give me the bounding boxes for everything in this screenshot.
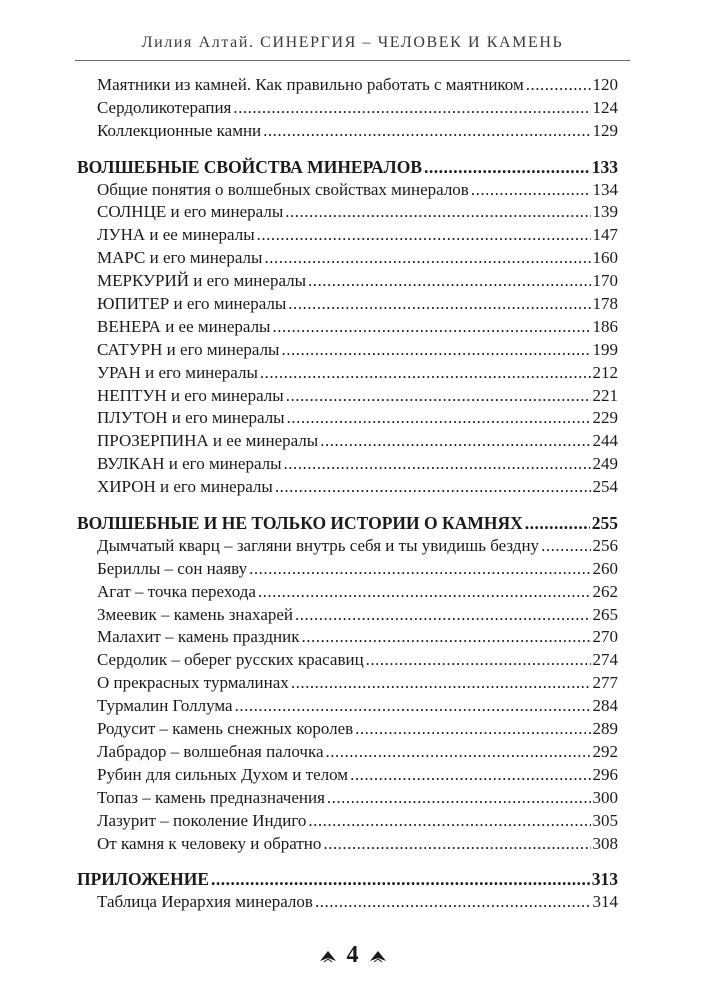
dot-leader — [526, 74, 591, 97]
dot-leader — [355, 718, 590, 741]
toc-entry-page: 256 — [592, 535, 618, 555]
toc-entry — [77, 626, 618, 649]
toc-entry-title: Агат – точка перехода — [97, 581, 256, 601]
dot-leader — [308, 810, 590, 833]
toc-entry-page: 221 — [592, 385, 618, 405]
toc-entry-page: 139 — [592, 202, 618, 222]
toc-entry — [77, 718, 618, 741]
toc-entry-title: Дымчатый кварц – загляни внутрь себя и ты увидишь бездну — [97, 535, 540, 555]
dot-leader — [291, 672, 591, 695]
toc-section-heading-title: ВОЛШЕБНЫЕ И НЕ ТОЛЬКО ИСТОРИИ О КАМНЯХ — [77, 513, 523, 534]
toc-section-heading — [77, 156, 618, 179]
toc-entry — [77, 362, 618, 385]
toc-entry-title: Лабрадор – волшебная палочка — [97, 741, 324, 761]
fleuron-icon — [319, 949, 337, 963]
toc-entry — [77, 224, 618, 247]
page-footer — [0, 942, 705, 969]
toc-entry-title: Общие понятия о волшебных свойствах минералов — [97, 179, 469, 199]
toc-entry-title: ВУЛКАН и его минералы — [97, 454, 282, 474]
toc-entry — [77, 120, 618, 143]
section-gap — [77, 143, 618, 156]
toc-entry-title: ПЛУТОН и его минералы — [97, 408, 285, 428]
dot-leader — [281, 339, 590, 362]
toc-entry-page: 244 — [592, 431, 618, 451]
dot-leader — [211, 868, 590, 891]
toc-entry — [77, 201, 618, 224]
toc-section-heading — [77, 868, 618, 891]
toc-entry-page: 265 — [592, 604, 618, 624]
toc-entry-page: 160 — [592, 248, 618, 268]
dot-leader — [235, 695, 591, 718]
dot-leader — [327, 787, 591, 810]
dot-leader — [286, 385, 591, 408]
dot-leader — [301, 626, 590, 649]
toc-entry-title: Сердоликотерапия — [97, 97, 232, 117]
toc-entry — [77, 74, 618, 97]
toc-entry-page: 270 — [592, 627, 618, 647]
toc-entry-title: ЮПИТЕР и его минералы — [97, 294, 287, 314]
toc-entry — [77, 179, 618, 202]
toc-entry-title: СОЛНЦЕ и его минералы — [97, 202, 284, 222]
dot-leader — [264, 247, 590, 270]
toc-entry — [77, 695, 618, 718]
running-header: Лилия Алтай. СИНЕРГИЯ – ЧЕЛОВЕК И КАМЕНЬ — [141, 34, 564, 51]
toc-entry — [77, 558, 618, 581]
toc-entry-title: Маятники из камней. Как правильно работать с маятником — [97, 75, 524, 94]
dot-leader — [263, 120, 590, 143]
toc-entry — [77, 891, 618, 914]
toc-section-heading — [77, 512, 618, 535]
toc-entry-title: ХИРОН и его минералы — [97, 477, 273, 497]
dot-leader — [326, 741, 591, 764]
fleuron-icon — [369, 949, 387, 963]
toc-section-heading-page: 255 — [591, 513, 618, 534]
toc-entry-page: 212 — [592, 362, 618, 382]
toc-entry-page: 308 — [592, 833, 618, 853]
toc-entry-title: МЕРКУРИЙ и его минералы — [97, 271, 307, 291]
toc-entry — [77, 787, 618, 810]
toc-entry — [77, 476, 618, 499]
toc-entry-title: МАРС и его минералы — [97, 248, 263, 268]
toc-entry-page: 129 — [592, 120, 618, 140]
toc-entry-title: Родусит – камень снежных королев — [97, 719, 354, 739]
toc-entry-title: САТУРН и его минералы — [97, 339, 280, 359]
toc-entry — [77, 764, 618, 787]
toc-entry-page: 147 — [592, 225, 618, 245]
toc-entry-title: НЕПТУН и его минералы — [97, 385, 284, 405]
toc-entry-page: 262 — [592, 581, 618, 601]
toc-entry — [77, 97, 618, 120]
toc-entry-page: 314 — [592, 892, 618, 912]
dot-leader — [541, 535, 590, 558]
toc-entry-title: Рубин для сильных Духом и телом — [97, 764, 349, 784]
dot-leader — [295, 604, 590, 627]
toc-entry-page: 292 — [592, 741, 618, 761]
dot-leader — [287, 407, 591, 430]
dot-leader — [257, 224, 591, 247]
toc-entry-page: 124 — [592, 97, 618, 117]
toc-entry-title: Таблица Иерархия минералов — [97, 892, 313, 912]
dot-leader — [350, 764, 590, 787]
toc-entry — [77, 453, 618, 476]
toc-entry-page: 296 — [592, 764, 618, 784]
toc-entry-page: 134 — [592, 179, 618, 199]
dot-leader — [315, 891, 591, 914]
dot-leader — [284, 453, 591, 476]
section-gap — [77, 499, 618, 512]
toc-entry-title: Коллекционные камни — [97, 120, 262, 140]
dot-leader — [272, 316, 590, 339]
toc-section-heading-title: ПРИЛОЖЕНИЕ — [77, 869, 210, 890]
toc-entry — [77, 316, 618, 339]
toc-entry — [77, 581, 618, 604]
toc-entry-title: УРАН и его минералы — [97, 362, 258, 382]
toc-entry — [77, 385, 618, 408]
toc-entry — [77, 339, 618, 362]
toc-entry-title: Малахит – камень праздник — [97, 627, 300, 647]
toc-entry-title: Лазурит – поколение Индиго — [97, 810, 307, 830]
toc-entry-page: 277 — [592, 673, 618, 693]
toc-entry — [77, 672, 618, 695]
dot-leader — [308, 270, 590, 293]
dot-leader — [258, 581, 591, 604]
toc-entry-page: 120 — [592, 75, 618, 94]
toc-entry-page: 260 — [592, 558, 618, 578]
toc-entry-title: Топаз – камень предназначения — [97, 787, 325, 807]
toc-section-heading-page: 133 — [591, 156, 618, 177]
toc-entry-page: 186 — [592, 316, 618, 336]
toc-entry-page: 249 — [592, 454, 618, 474]
toc-entry — [77, 247, 618, 270]
toc-entry-title: ЛУНА и ее минералы — [97, 225, 255, 245]
toc-entry — [77, 407, 618, 430]
dot-leader — [525, 512, 590, 535]
dot-leader — [323, 833, 590, 856]
toc-entry — [77, 293, 618, 316]
toc-entry-title: ПРОЗЕРПИНА и ее минералы — [97, 431, 319, 451]
toc-entry — [77, 604, 618, 627]
toc-entry-page: 305 — [592, 810, 618, 830]
toc-entry — [77, 833, 618, 856]
toc-entry-page: 178 — [592, 294, 618, 314]
header-rule — [75, 60, 630, 61]
toc-entry-page: 254 — [592, 477, 618, 497]
toc-entry-page: 284 — [592, 696, 618, 716]
toc-entry — [77, 430, 618, 453]
dot-leader — [471, 179, 591, 202]
toc-section-heading-title: ВОЛШЕБНЫЕ СВОЙСТВА МИНЕРАЛОВ — [77, 156, 423, 177]
toc-entry-title: ВЕНЕРА и ее минералы — [97, 316, 271, 336]
dot-leader — [249, 558, 590, 581]
section-gap — [77, 855, 618, 868]
dot-leader — [233, 97, 590, 120]
dot-leader — [424, 156, 590, 179]
toc-entry — [77, 741, 618, 764]
dot-leader — [260, 362, 591, 385]
toc-entry-page: 300 — [592, 787, 618, 807]
toc-entry — [77, 810, 618, 833]
toc-entry-title: Бериллы – сон наяву — [97, 558, 248, 578]
toc-entry — [77, 649, 618, 672]
toc-entry-title: От камня к человеку и обратно — [97, 833, 322, 853]
toc-entry-title: О прекрасных турмалинах — [97, 673, 289, 693]
toc-section-heading-page: 313 — [591, 869, 618, 890]
toc-entry-title: Турмалин Голлума — [97, 696, 233, 716]
toc-entry — [77, 535, 618, 558]
page-number: 4 — [346, 942, 359, 968]
toc-entry-page: 170 — [592, 271, 618, 291]
toc-entry — [77, 270, 618, 293]
dot-leader — [366, 649, 591, 672]
dot-leader — [320, 430, 590, 453]
dot-leader — [285, 201, 590, 224]
toc-entry-title: Сердолик – оберег русских красавиц — [97, 650, 364, 670]
toc-entry-page: 229 — [592, 408, 618, 428]
toc-entry-page: 199 — [592, 339, 618, 359]
dot-leader — [275, 476, 591, 499]
dot-leader — [288, 293, 590, 316]
table-of-contents — [77, 74, 618, 914]
toc-entry-title: Змеевик – камень знахарей — [97, 604, 294, 624]
toc-entry-page: 274 — [592, 650, 618, 670]
toc-entry-page: 289 — [592, 719, 618, 739]
